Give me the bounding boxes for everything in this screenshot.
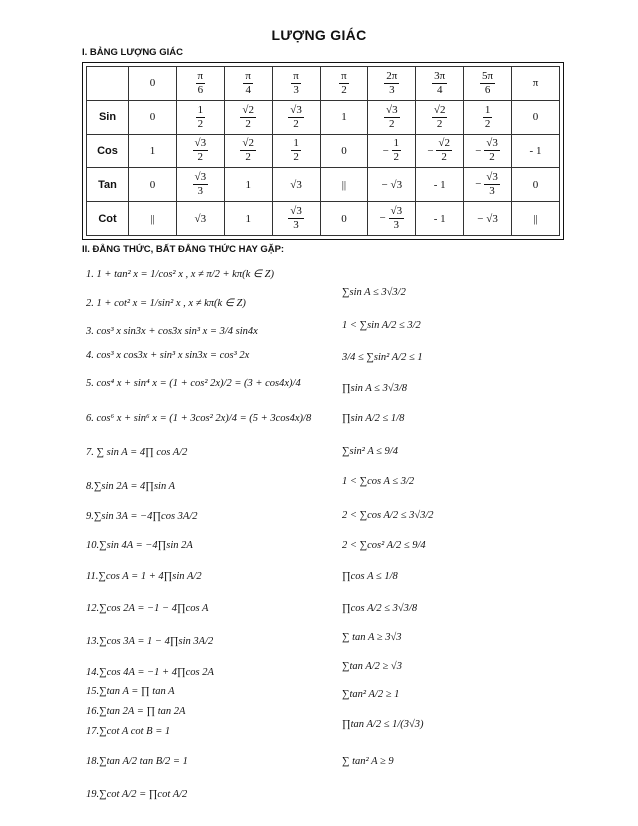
inequality-formula: ∏cos A/2 ≤ 3√3/8 — [342, 603, 418, 614]
identity-formula: 7. ∑ sin A = 4∏ cos A/2 — [86, 447, 188, 458]
table-cell: 1 — [224, 202, 272, 236]
inequality-formula: ∑ tan A ≥ 3√3 — [342, 632, 402, 643]
table-cell: √3 — [272, 168, 320, 202]
angle-header-cell: $\frac{\pi}{6}$ — [176, 67, 224, 101]
table-cell: $\frac{√2}{2}$ — [224, 134, 272, 168]
trig-table-frame — [82, 62, 564, 240]
inequality-formula: ∑tan² A/2 ≥ 1 — [342, 689, 400, 700]
identity-formula: 2. 1 + cot² x = 1/sin² x , x ≠ kπ(k ∈ Z) — [86, 298, 246, 309]
table-row — [87, 100, 560, 134]
identity-formula: 19.∑cot A/2 = ∏cot A/2 — [86, 789, 188, 800]
table-cell: $\frac{√3}{2}$ — [272, 100, 320, 134]
identity-formula: 8.∑sin 2A = 4∏sin A — [86, 481, 176, 492]
table-cell: $\frac{1}{2}$ — [464, 100, 512, 134]
table-cell: $\frac{√2}{2}$ — [416, 100, 464, 134]
table-row — [87, 168, 560, 202]
identity-formula: 4. cos³ x cos3x + sin³ x sin3x = cos³ 2x — [86, 350, 250, 361]
table-cell: $\frac{√3}{3}$ — [176, 168, 224, 202]
table-cell: − $\frac{1}{2}$ — [368, 134, 416, 168]
identity-formula: 11.∑cos A = 1 + 4∏sin A/2 — [86, 571, 202, 582]
table-cell: || — [512, 202, 560, 236]
table-row — [87, 202, 560, 236]
angle-header-cell: $\frac{\pi}{2}$ — [320, 67, 368, 101]
table-cell: - 1 — [416, 168, 464, 202]
angle-header-cell: $\frac{2\pi}{3}$ — [368, 67, 416, 101]
table-cell: − √3 — [368, 168, 416, 202]
inequality-formula: ∏sin A ≤ 3√3/8 — [342, 383, 407, 394]
identity-formula: 5. cos⁴ x + sin⁴ x = (1 + cos² 2x)/2 = (3 + cos4x)/4 — [86, 378, 301, 389]
table-cell: 1 — [320, 100, 368, 134]
identity-formula: 10.∑sin 4A = −4∏sin 2A — [86, 540, 193, 551]
table-cell: 0 — [320, 202, 368, 236]
table-cell: $\frac{√2}{2}$ — [224, 100, 272, 134]
angle-header-cell: 0 — [129, 67, 177, 101]
inequality-formula: 1 < ∑cos A ≤ 3/2 — [342, 476, 415, 487]
identity-formula: 17.∑cot A cot B = 1 — [86, 726, 171, 737]
table-cell: 0 — [129, 100, 177, 134]
table-cell: √3 — [176, 202, 224, 236]
table-cell: $\frac{1}{2}$ — [176, 100, 224, 134]
angle-header-cell: π — [512, 67, 560, 101]
inequality-formula: 2 < ∑cos A/2 ≤ 3√3/2 — [342, 510, 434, 521]
table-cell: 0 — [512, 168, 560, 202]
identity-formula: 18.∑tan A/2 tan B/2 = 1 — [86, 756, 188, 767]
inequality-formula: 2 < ∑cos² A/2 ≤ 9/4 — [342, 540, 426, 551]
identity-formula: 6. cos⁶ x + sin⁶ x = (1 + 3cos² 2x)/4 = (5 + 3cos4x)/8 — [86, 413, 312, 424]
inequality-formula: ∑sin A ≤ 3√3/2 — [342, 287, 406, 298]
identity-formula: 1. 1 + tan² x = 1/cos² x , x ≠ π/2 + kπ(k ∈ Z) — [86, 269, 274, 280]
table-corner-cell — [87, 67, 129, 101]
inequality-formula: ∑sin² A ≤ 9/4 — [342, 446, 398, 457]
section-heading-formulas: II. ĐẲNG THỨC, BẤT ĐẲNG THỨC HAY GẶP: — [82, 244, 285, 255]
inequality-formula: ∏sin A/2 ≤ 1/8 — [342, 413, 405, 424]
table-cell: 0 — [512, 100, 560, 134]
table-cell: − √3 — [464, 202, 512, 236]
row-label: Tan — [87, 168, 129, 202]
table-cell: 1 — [224, 168, 272, 202]
table-header-row — [87, 67, 560, 101]
identity-formula: 3. cos³ x sin3x + cos3x sin³ x = 3/4 sin4x — [86, 326, 258, 337]
identity-formula: 12.∑cos 2A = −1 − 4∏cos A — [86, 603, 209, 614]
row-label: Cot — [87, 202, 129, 236]
table-row — [87, 134, 560, 168]
table-cell: $\frac{√3}{3}$ — [272, 202, 320, 236]
table-cell: || — [129, 202, 177, 236]
identity-formula: 15.∑tan A = ∏ tan A — [86, 686, 175, 697]
table-cell: − $\frac{√2}{2}$ — [416, 134, 464, 168]
table-cell: $\frac{√3}{2}$ — [176, 134, 224, 168]
section-heading-table: I. BẢNG LƯỢNG GIÁC — [82, 47, 183, 58]
angle-header-cell: $\frac{3\pi}{4}$ — [416, 67, 464, 101]
identity-formula: 14.∑cos 4A = −1 + 4∏cos 2A — [86, 667, 214, 678]
table-cell: − $\frac{√3}{2}$ — [464, 134, 512, 168]
table-cell: 0 — [320, 134, 368, 168]
inequality-formula: ∑ tan² A ≥ 9 — [342, 756, 394, 767]
trig-table — [86, 66, 560, 236]
identity-formula: 13.∑cos 3A = 1 − 4∏sin 3A/2 — [86, 636, 214, 647]
table-cell: $\frac{1}{2}$ — [272, 134, 320, 168]
inequality-formula: ∏tan A/2 ≤ 1/(3√3) — [342, 719, 424, 730]
table-cell: - 1 — [512, 134, 560, 168]
inequality-formula: ∏cos A ≤ 1/8 — [342, 571, 398, 582]
identity-formula: 9.∑sin 3A = −4∏cos 3A/2 — [86, 511, 198, 522]
table-cell: 0 — [129, 168, 177, 202]
row-label: Sin — [87, 100, 129, 134]
angle-header-cell: $\frac{5\pi}{6}$ — [464, 67, 512, 101]
identity-formula: 16.∑tan 2A = ∏ tan 2A — [86, 706, 186, 717]
row-label: Cos — [87, 134, 129, 168]
table-cell: − $\frac{√3}{3}$ — [464, 168, 512, 202]
table-cell: - 1 — [416, 202, 464, 236]
inequality-formula: 1 < ∑sin A/2 ≤ 3/2 — [342, 320, 421, 331]
page-title: LƯỢNG GIÁC — [271, 27, 367, 43]
table-cell: − $\frac{√3}{3}$ — [368, 202, 416, 236]
table-cell: || — [320, 168, 368, 202]
table-cell: $\frac{√3}{2}$ — [368, 100, 416, 134]
inequality-formula: 3/4 ≤ ∑sin² A/2 ≤ 1 — [342, 352, 423, 363]
angle-header-cell: $\frac{\pi}{3}$ — [272, 67, 320, 101]
table-cell: 1 — [129, 134, 177, 168]
inequality-formula: ∑tan A/2 ≥ √3 — [342, 661, 402, 672]
angle-header-cell: $\frac{\pi}{4}$ — [224, 67, 272, 101]
